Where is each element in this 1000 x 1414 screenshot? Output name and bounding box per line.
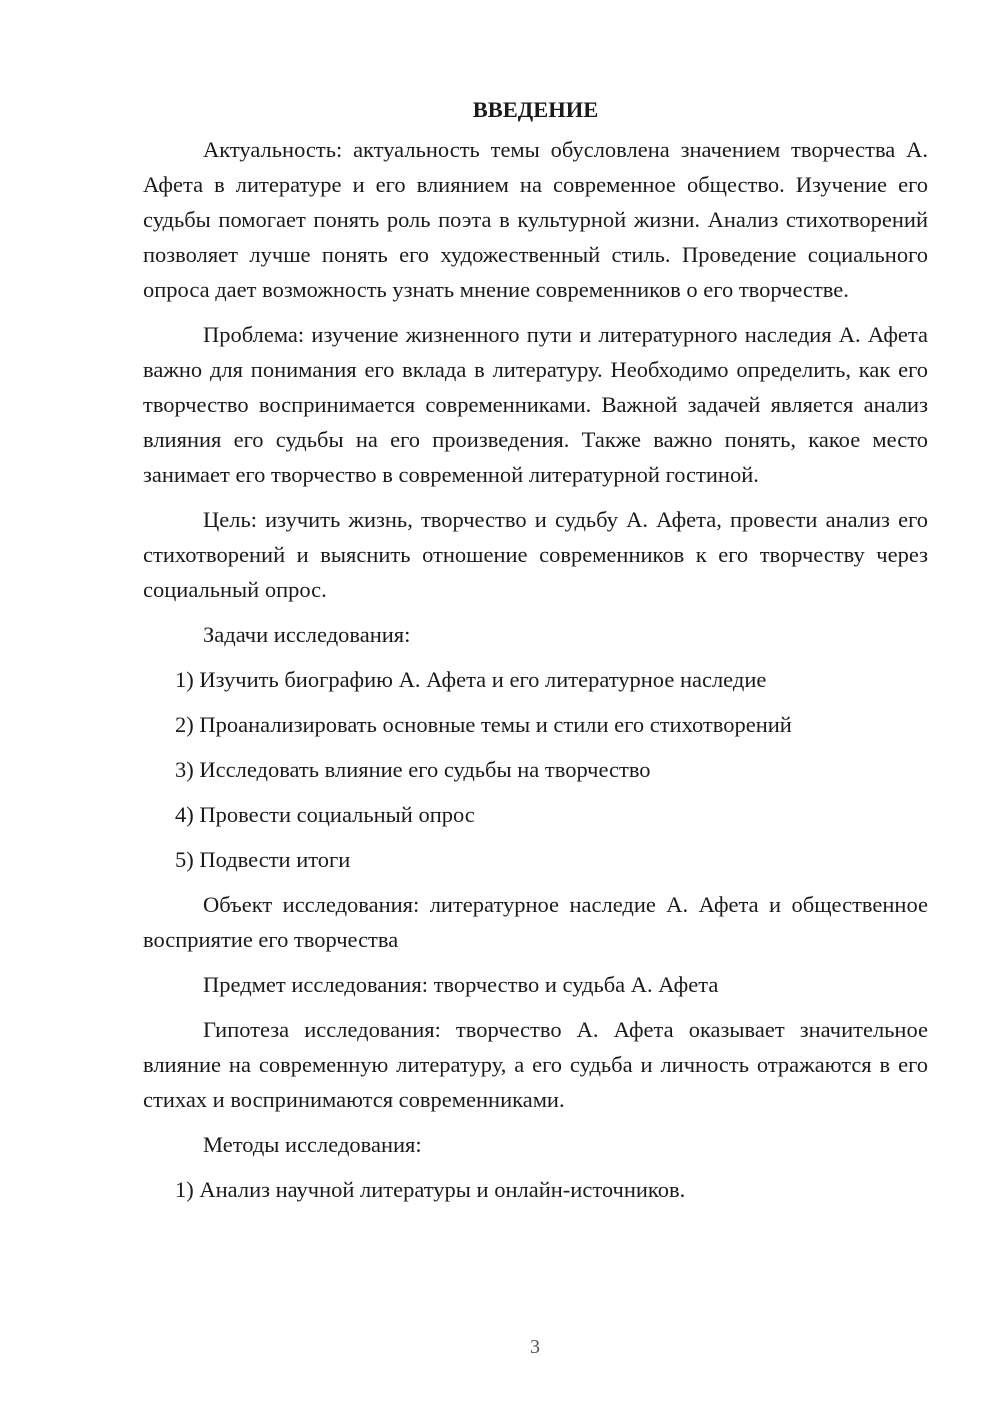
tasks-title: Задачи исследования: (203, 622, 411, 647)
problem-paragraph: Проблема: изучение жизненного пути и литературного наследия А. Афета важно для понимания его вклада в литературу. Необходимо определить, как его творчество воспринимается современниками. Важной задачей является анализ влияния его судьбы на его произведения. Также важно понять, какое место занимает его творчество в современной литературной гостиной. (143, 322, 928, 487)
task-item: 2) Проанализировать основные темы и стили его стихотворений (175, 712, 792, 737)
task-item: 4) Провести социальный опрос (175, 802, 475, 827)
page-content (143, 92, 928, 1217)
task-item: 5) Подвести итоги (175, 847, 351, 872)
task-item: 1) Изучить биографию А. Афета и его литературное наследие (175, 667, 767, 692)
methods-title: Методы исследования: (203, 1132, 422, 1157)
object-paragraph: Объект исследования: литературное наследие А. Афета и общественное восприятие его творчества (143, 892, 928, 952)
page-number: 3 (530, 1336, 540, 1358)
hypothesis-paragraph: Гипотеза исследования: творчество А. Афета оказывает значительное влияние на современную литературу, а его судьба и личность отражаются в его стихах и воспринимаются современниками. (143, 1017, 928, 1112)
method-item: 1) Анализ научной литературы и онлайн-источников. (175, 1177, 686, 1202)
task-item: 3) Исследовать влияние его судьбы на творчество (175, 757, 651, 782)
section-heading: ВВЕДЕНИЕ (472, 97, 599, 122)
subject-paragraph: Предмет исследования: творчество и судьба А. Афета (203, 972, 719, 997)
goal-paragraph: Цель: изучить жизнь, творчество и судьбу А. Афета, провести анализ его стихотворений и выяснить отношение современников к его творчеству через социальный опрос. (143, 507, 928, 602)
relevance-paragraph: Актуальность: актуальность темы обусловлена значением творчества А. Афета в литературе и его влиянием на современное общество. Изучение его судьбы помогает понять роль поэта в культурной жизни. Анализ стихотворений позволяет лучше понять его художественный стиль. Проведение социального опроса дает возможность узнать мнение современников о его творчестве. (143, 137, 928, 302)
